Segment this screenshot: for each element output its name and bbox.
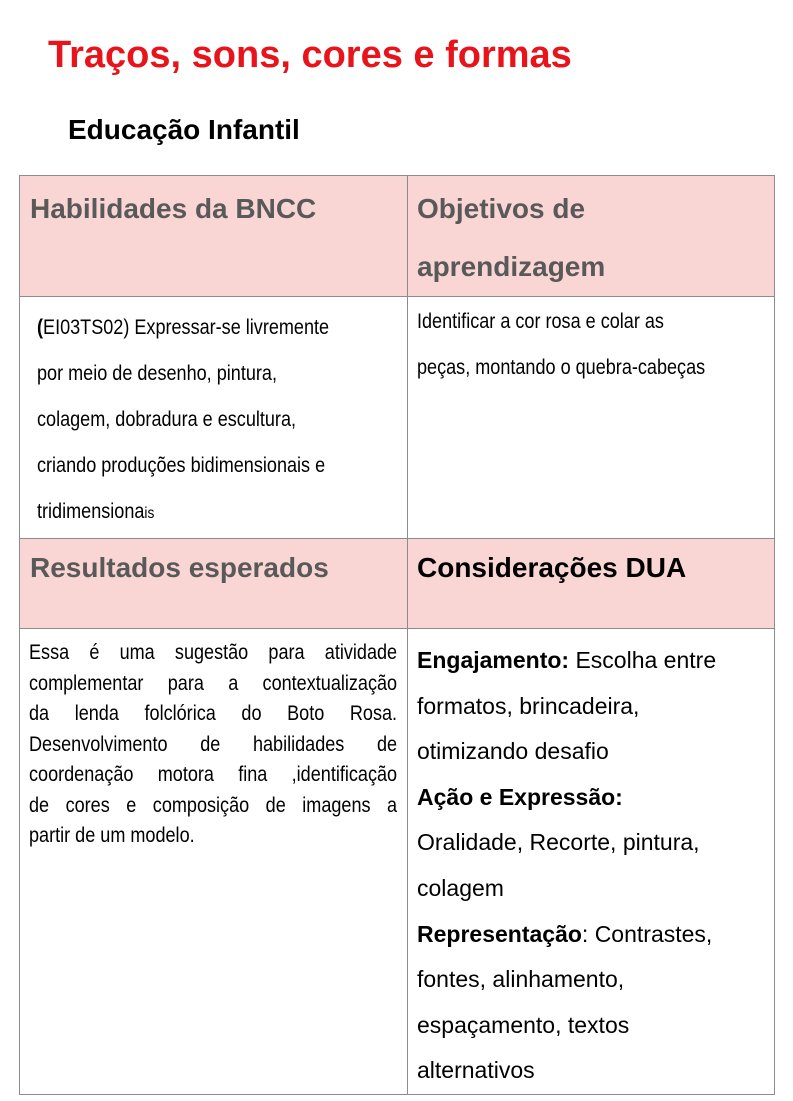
results-line-7: partir de um modelo. <box>29 824 195 847</box>
dua-engajamento-text-1: Escolha entre <box>569 647 717 673</box>
lesson-plan-table <box>19 175 775 1095</box>
dua-engajamento-label: Engajamento: <box>417 647 570 673</box>
header-objetivos-line1: Objetivos de <box>417 193 586 224</box>
results-line-6: de cores e composição de imagens a <box>29 793 398 817</box>
dua-representacao-line-4: alternativos <box>417 1057 535 1084</box>
document-subtitle: Educação Infantil <box>68 114 300 145</box>
header-cell-resultados <box>20 539 408 629</box>
results-line-2: complementar para a contextualização <box>29 671 398 695</box>
dua-representacao-line-3: espaçamento, textos <box>417 1011 630 1038</box>
header-objetivos-line2: aprendizagem <box>417 251 606 282</box>
dua-acao-line-2: colagem <box>417 874 504 901</box>
results-line-1: Essa é uma sugestão para atividade <box>29 641 398 664</box>
objectives-line-1: Identificar a cor rosa e colar as <box>417 310 664 333</box>
header-resultados-label: Resultados esperados <box>30 552 329 583</box>
dua-engajamento-line-1 <box>417 638 768 684</box>
results-line-3: da lenda folclórica do Boto Rosa. <box>29 702 398 725</box>
skills-line-1 <box>37 305 355 351</box>
table-row <box>20 629 775 1095</box>
dua-acao-label: Ação e Expressão: <box>417 783 623 810</box>
table-header-row <box>20 176 775 297</box>
skills-line-2: por meio de desenho, pintura, <box>37 362 277 385</box>
skills-line-5-tail: is <box>144 505 155 522</box>
dua-cell <box>408 629 775 1095</box>
dua-engajamento-line-3: otimizando desafio <box>417 738 609 765</box>
table-header-row-2 <box>20 539 775 629</box>
header-habilidades-label: Habilidades da BNCC <box>30 193 317 224</box>
results-cell <box>20 629 408 1095</box>
skills-cell <box>20 297 408 539</box>
skills-line-1-text: EI03TS02) Expressar-se livremente <box>43 316 330 339</box>
header-cell-objetivos <box>408 176 775 297</box>
results-line-5: coordenação motora fina ,identificação <box>29 763 398 786</box>
dua-acao-label-line <box>417 775 768 821</box>
skills-line-5 <box>37 489 355 537</box>
table-row <box>20 297 775 539</box>
dua-representacao-text-1: : Contrastes, <box>581 920 713 947</box>
dua-representacao-line-1 <box>417 912 768 958</box>
results-paragraph <box>29 638 397 852</box>
header-cell-consideracoes <box>408 539 775 629</box>
skills-line-5-main: tridimensiona <box>37 500 145 523</box>
document-title: Traços, sons, cores e formas <box>48 34 572 76</box>
header-consideracoes-label: Considerações DUA <box>417 552 687 583</box>
skills-open-paren: ( <box>37 316 44 339</box>
dua-representacao-line-2: fontes, alinhamento, <box>417 966 625 993</box>
objectives-line-2: peças, montando o quebra-cabeças <box>417 356 706 379</box>
skills-line-4: criando produções bidimensionais e <box>37 454 326 477</box>
results-line-4: Desenvolvimento de habilidades de <box>29 732 398 756</box>
dua-acao-line-1: Oralidade, Recorte, pintura, <box>417 829 700 856</box>
objectives-cell <box>408 297 775 539</box>
dua-engajamento-line-2: formatos, brincadeira, <box>417 692 640 719</box>
dua-representacao-label: Representação <box>417 920 582 947</box>
header-cell-habilidades <box>20 176 408 297</box>
skills-line-3: colagem, dobradura e escultura, <box>37 408 297 431</box>
